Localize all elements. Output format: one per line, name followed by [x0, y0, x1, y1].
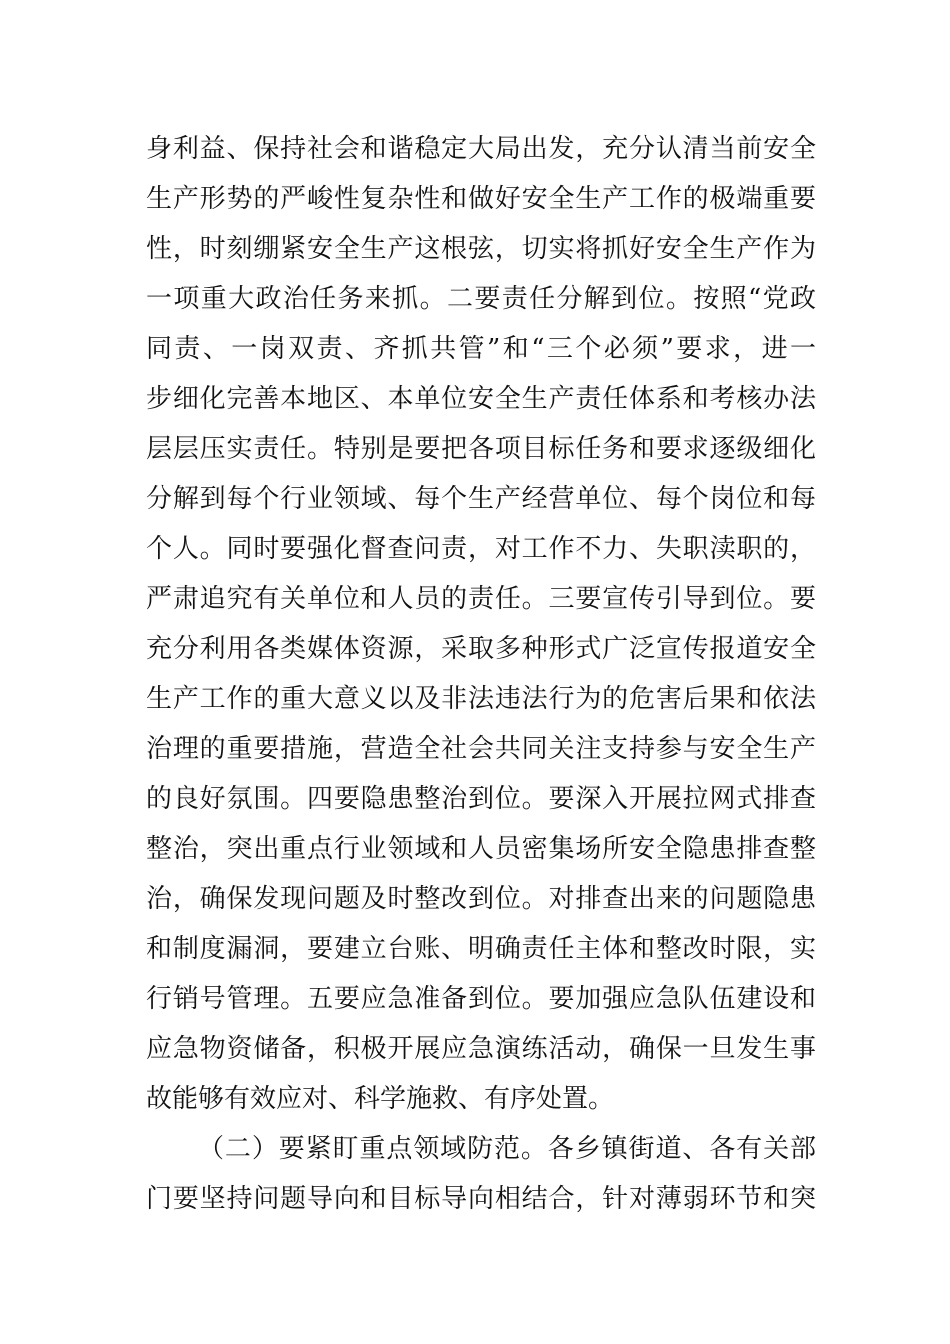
section-heading-line: （二）要紧盯重点领域防范。各乡镇街道、各有关部	[198, 1134, 816, 1164]
text-line: 和制度漏洞，要建立台账、明确责任主体和整改时限，实	[146, 934, 816, 964]
paragraph-end-line: 故能够有效应对、科学施救、有序处置。	[146, 1084, 615, 1114]
text-line: 行销号管理。五要应急准备到位。要加强应急队伍建设和	[146, 984, 816, 1014]
text-line: 的良好氛围。四要隐患整治到位。要深入开展拉网式排查	[146, 784, 816, 814]
text-line: 严肃追究有关单位和人员的责任。三要宣传引导到位。要	[146, 584, 816, 614]
text-line: 性，时刻绷紧安全生产这根弦，切实将抓好安全生产作为	[146, 234, 816, 264]
text-line: 层层压实责任。特别是要把各项目标任务和要求逐级细化	[146, 434, 816, 464]
text-line: 治理的重要措施，营造全社会共同关注支持参与安全生产	[146, 734, 816, 764]
text-line: 步细化完善本地区、本单位安全生产责任体系和考核办法	[146, 384, 816, 414]
text-line: 充分利用各类媒体资源，采取多种形式广泛宣传报道安全	[146, 634, 816, 664]
text-line: 一项重大政治任务来抓。二要责任分解到位。按照“党政	[146, 284, 816, 314]
text-line: 应急物资储备，积极开展应急演练活动，确保一旦发生事	[146, 1034, 816, 1064]
text-line: 个人。同时要强化督查问责，对工作不力、失职渎职的，	[146, 534, 816, 564]
text-line: 生产形势的严峻性复杂性和做好安全生产工作的极端重要	[146, 184, 816, 214]
document-body	[146, 124, 816, 1224]
text-line: 身利益、保持社会和谐稳定大局出发，充分认清当前安全	[146, 134, 816, 164]
text-line: 门要坚持问题导向和目标导向相结合，针对薄弱环节和突	[146, 1184, 816, 1214]
text-line: 分解到每个行业领域、每个生产经营单位、每个岗位和每	[146, 484, 816, 514]
text-line: 整治，突出重点行业领域和人员密集场所安全隐患排查整	[146, 834, 816, 864]
text-line: 生产工作的重大意义以及非法违法行为的危害后果和依法	[146, 684, 816, 714]
text-line: 同责、一岗双责、齐抓共管”和“三个必须”要求，进一	[146, 334, 816, 364]
text-line: 治，确保发现问题及时整改到位。对排查出来的问题隐患	[146, 884, 816, 914]
